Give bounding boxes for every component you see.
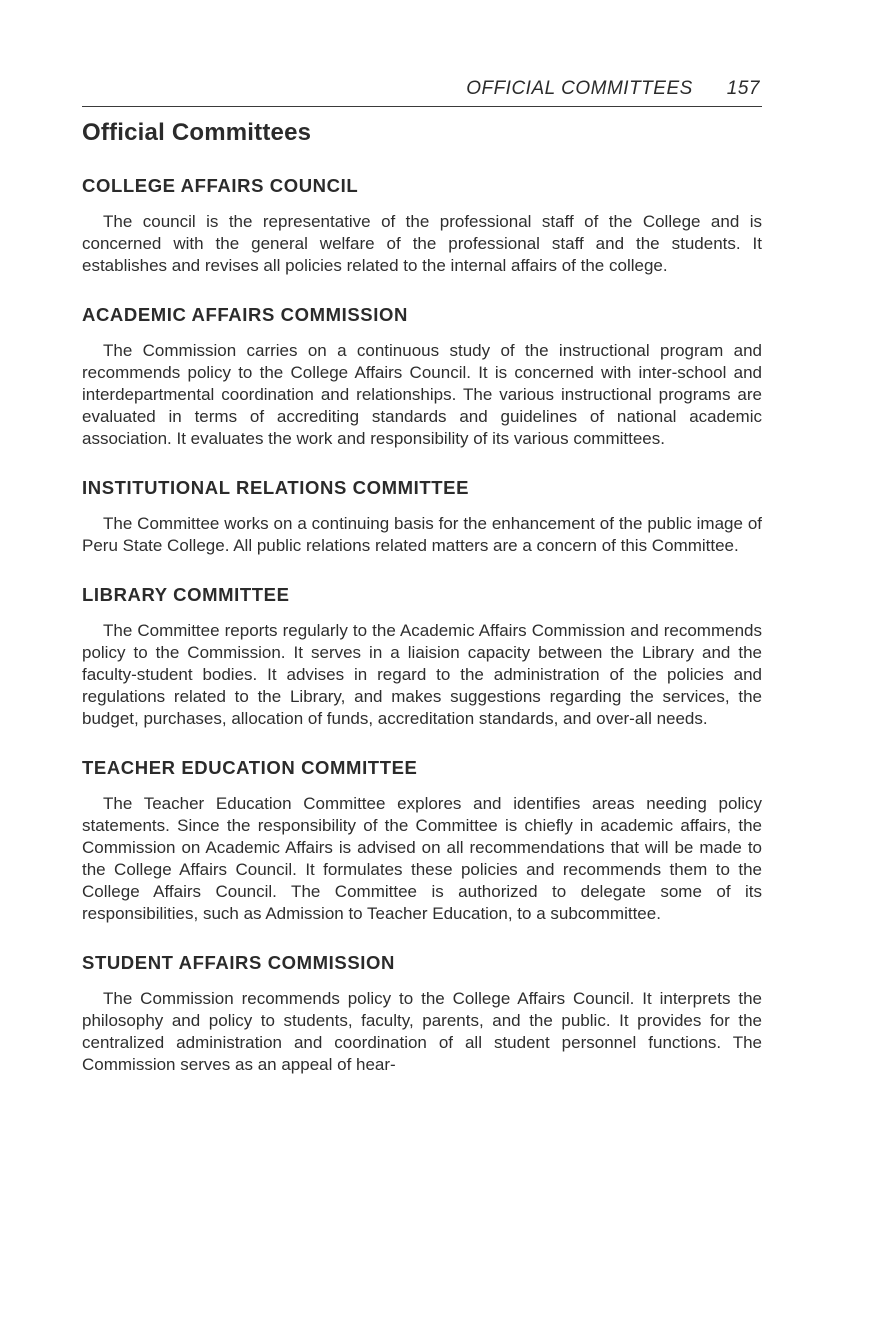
section-heading: TEACHER EDUCATION COMMITTEE	[82, 757, 418, 778]
header-rule	[82, 106, 762, 107]
section-college-affairs-council	[82, 175, 762, 277]
section-body: The Commission carries on a continuous study of the instructional program and recommends policy to the College Affairs Council. It is concerned with inter-school and interdepartmental coordination and relationships. The various instructional programs are evaluated in terms of accrediting standards and guidelines of national academic association. It evaluates the work and responsibility of its various committees.	[82, 341, 762, 448]
section-body: The Committee reports regularly to the Academic Affairs Commission and recommends policy to the Commission. It serves in a liaision capacity between the Library and the faculty-student bodies. It advises in regard to the administration of the policies and regulations related to the Library, and makes suggestions regarding the services, the budget, purchases, allocation of funds, accreditation standards, and over-all needs.	[82, 621, 762, 728]
section-body: The council is the representative of the professional staff of the College and is concerned with the general welfare of the professional staff and the students. It establishes and revises all policies related to the internal affairs of the college.	[82, 212, 762, 275]
section-heading: STUDENT AFFAIRS COMMISSION	[82, 952, 395, 973]
section-heading: COLLEGE AFFAIRS COUNCIL	[82, 175, 359, 196]
section-academic-affairs-commission	[82, 304, 762, 450]
section-heading: ACADEMIC AFFAIRS COMMISSION	[82, 304, 408, 325]
running-head	[82, 78, 762, 100]
page-number: 157	[726, 78, 760, 99]
section-institutional-relations-committee	[82, 477, 762, 557]
document-page	[82, 78, 762, 1076]
page-title: Official Committees	[82, 119, 312, 146]
section-heading: LIBRARY COMMITTEE	[82, 584, 290, 605]
section-library-committee	[82, 584, 762, 730]
section-body: The Commission recommends policy to the College Affairs Council. It interprets the philosophy and policy to students, faculty, parents, and the public. It provides for the centralized administration and coordination of all student personnel functions. The Commission serves as an appeal of hear-	[82, 989, 762, 1074]
section-heading: INSTITUTIONAL RELATIONS COMMITTEE	[82, 477, 470, 498]
section-body: The Teacher Education Committee explores and identifies areas needing policy statements. Since the responsibility of the Committee is chiefly in academic affairs, the Commission on Academic Affairs is advised on all recommendations that will be made to the College Affairs Council. It formulates these policies and recommends them to the College Affairs Council. The Committee is authorized to delegate some of its responsibilities, such as Admission to Teacher Education, to a subcommittee.	[82, 794, 762, 923]
section-teacher-education-committee	[82, 757, 762, 925]
section-body: The Committee works on a continuing basis for the enhancement of the public image of Peru State College. All public relations related matters are a concern of this Committee.	[82, 514, 762, 555]
section-student-affairs-commission	[82, 952, 762, 1076]
running-head-title: OFFICIAL COMMITTEES	[466, 78, 693, 99]
